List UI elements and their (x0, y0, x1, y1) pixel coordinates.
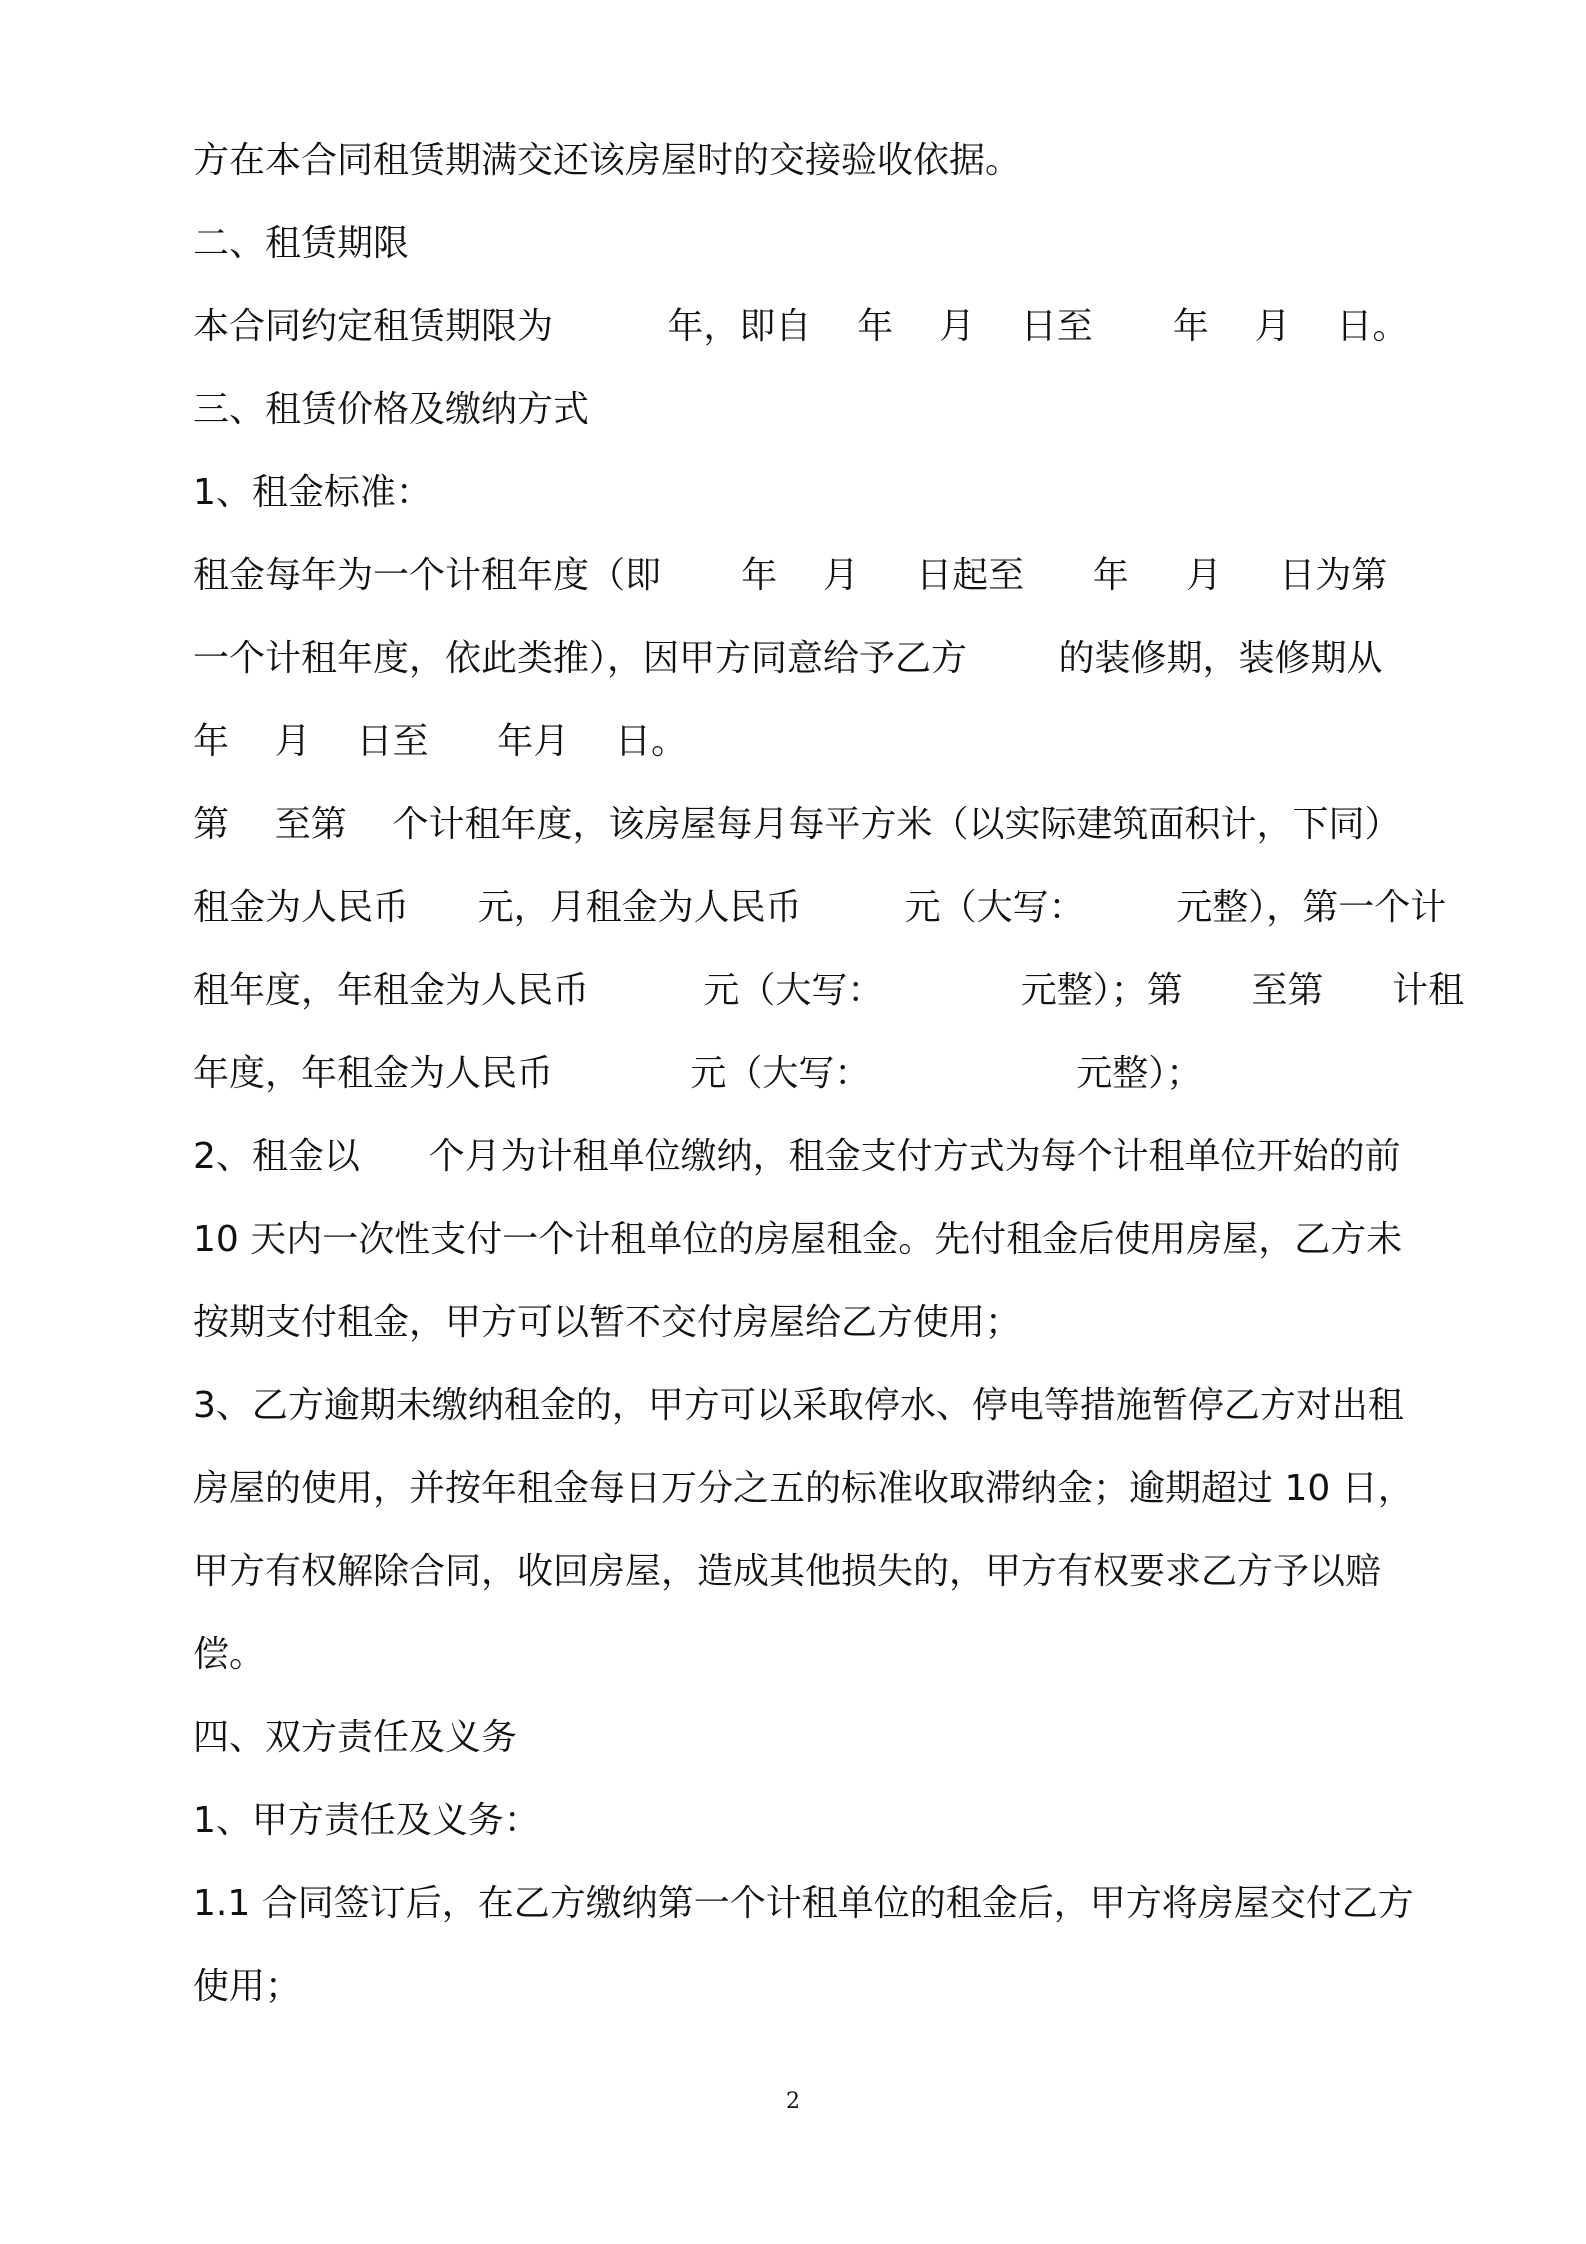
text-line: 本合同约定租赁期限为 年，即自 年 月 日至 年 月 日。 (193, 306, 1409, 347)
text-line: 1.1 合同签订后，在乙方缴纳第一个计租单位的租金后，甲方将房屋交付乙方 (193, 1883, 1414, 1924)
section-heading: 四、双方责任及义务 (193, 1717, 518, 1758)
text-line: 租金为人民币 元，月租金为人民币 元（大写： 元整），第一个计 (193, 887, 1447, 928)
text-line: 租金每年为一个计租年度（即 年 月 日起至 年 月 日为第 (193, 555, 1388, 596)
text-line: 甲方有权解除合同，收回房屋，造成其他损失的，甲方有权要求乙方予以赔 (193, 1551, 1382, 1592)
text-line: 偿。 (193, 1634, 266, 1675)
page-number: 2 (786, 2089, 800, 2114)
text-line: 房屋的使用，并按年租金每日万分之五的标准收取滞纳金；逾期超过 10 日， (193, 1468, 1414, 1509)
text-line: 使用； (193, 1966, 302, 2007)
text-line: 10 天内一次性支付一个计租单位的房屋租金。先付租金后使用房屋，乙方未 (193, 1219, 1403, 1260)
text-line: 2、租金以 个月为计租单位缴纳，租金支付方式为每个计租单位开始的前 (193, 1136, 1401, 1177)
text-line: 年度，年租金为人民币 元（大写： 元整）； (193, 1053, 1203, 1094)
text-line: 按期支付租金，甲方可以暂不交付房屋给乙方使用； (193, 1302, 1022, 1343)
text-line: 3、乙方逾期未缴纳租金的，甲方可以采取停水、停电等措施暂停乙方对出租 (193, 1385, 1404, 1426)
section-heading: 二、租赁期限 (193, 223, 410, 264)
section-heading: 三、租赁价格及缴纳方式 (193, 389, 590, 430)
clause-heading: 1、甲方责任及义务： (193, 1800, 540, 1841)
text-line: 租年度，年租金为人民币 元（大写： 元整）；第 至第 计租 (193, 970, 1465, 1011)
text-line: 第 至第 个计租年度，该房屋每月每平方米（以实际建筑面积计，下同） (193, 804, 1401, 845)
text-line: 一个计租年度，依此类推），因甲方同意给予乙方 的装修期，装修期从 (193, 638, 1383, 679)
text-line: 年 月 日至 年月 日。 (193, 721, 687, 762)
clause-heading: 1、租金标准： (193, 472, 432, 513)
text-line: 方在本合同租赁期满交还该房屋时的交接验收依据。 (193, 140, 1022, 181)
